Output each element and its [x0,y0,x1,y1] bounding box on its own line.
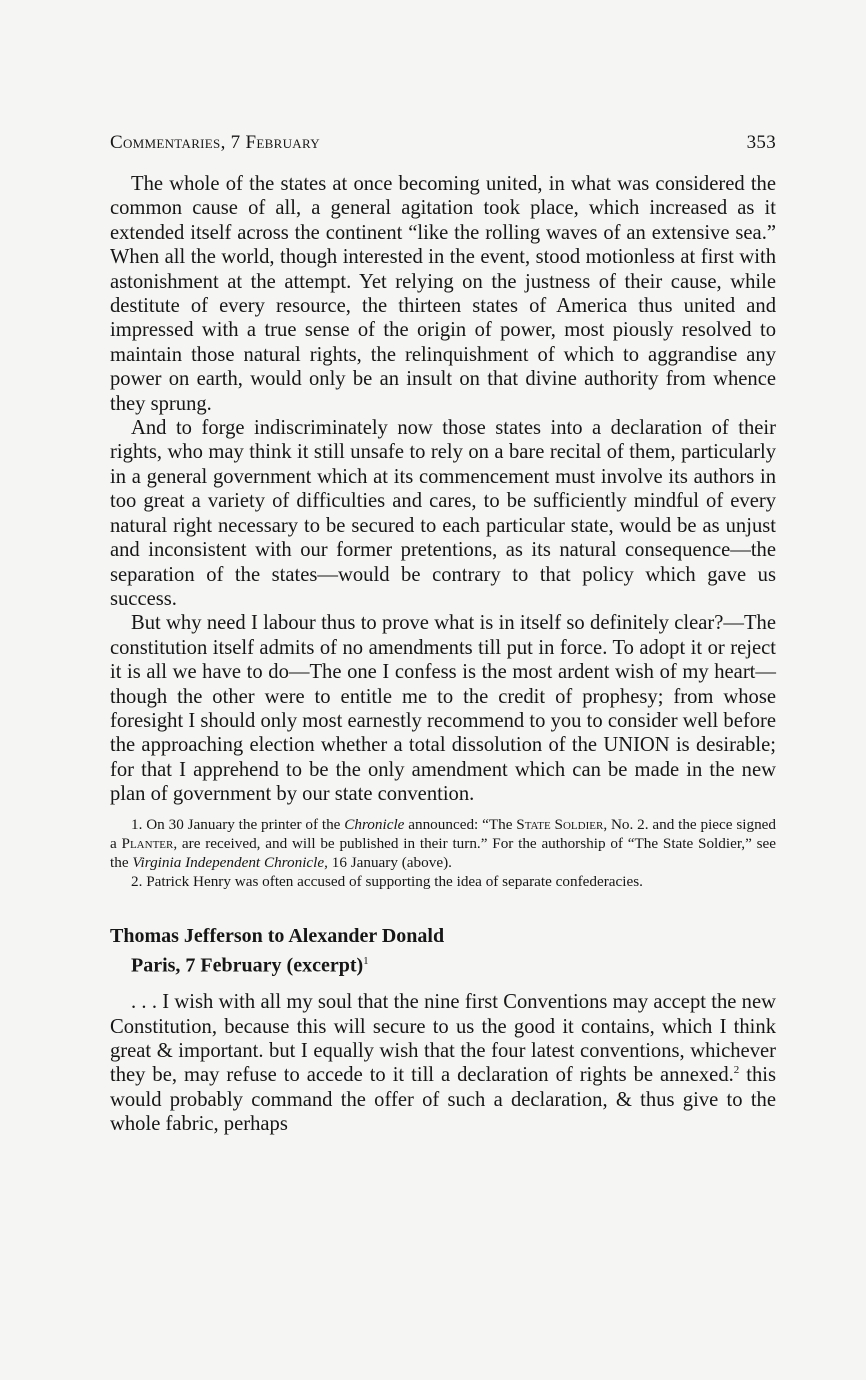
heading-line-2-text: Paris, 7 February (excerpt) [131,954,364,977]
heading-line-2 [110,949,776,979]
footnote-1-planter: Planter [121,834,174,852]
letter-text-a: . . . I wish with all my soul that the nine first Conventions may accept the new Constitution, because this will secure to us the good it contains, which I think great & important. but I equally wish that the four latest conventions, whichever they be, may refuse to accede to it till a declaration of rights be annexed. [110,991,776,1087]
running-head [110,132,776,154]
footnote-1-chronicle: Chronicle [344,815,405,833]
paragraph-2: And to forge indiscriminately now those states into a declaration of their rights, who may think it still unsafe to rely on a bare recital of them, particularly in a general government which at its commencement must involve its authors in too great a variety of difficulties and cares, to be sufficiently mindful of every natural right necessary to be secured to each particular state, would be as unjust and inconsistent with our former pretentions, as its natural consequence—the separation of the states—would be contrary to that policy which gave us success. [110,417,776,610]
footnote-1-state-soldier: State Soldier [516,815,604,833]
paragraph-1: The whole of the states at once becoming united, in what was considered the common cause of all, a general agitation took place, which increased as it extended itself across the continent “like the rolling waves of an extensive sea.” When all the world, though interested in the event, stood motionless at first with astonishment at the attempt. Yet relying on the justness of their cause, while destitute of every resource, the thirteen states of America thus united and impressed with a true sense of the origin of power, most piously resolved to maintain those natural rights, the relinquishment of which to aggrandise any power on earth, would only be an insult on that divine authority from whence they sprung. [110,173,776,415]
body-text [110,172,776,807]
letter-text-b: this would probably command the offer of such a declaration, & thus give to the whole fabric, perhaps [110,1064,776,1136]
heading-footnote-ref: 1 [363,954,369,967]
paragraph-3: But why need I labour thus to prove what is in itself so definitely clear?—The constitution itself admits of no amendments till put in force. To adopt it or reject it is all we have to do—The one I confess is the most ardent wish of my heart—though the other were to entitle me to the credit of prophesy; from whose foresight I should only most earnestly recommend to you to consider well before the approaching election whether a total dissolution of the UNION is desirable; for that I apprehend to be the only amendment which can be made in the new plan of government by our state convention. [110,612,776,806]
letter-paragraph [110,990,776,1136]
footnote-1-text-d: , are received, and will be published in their turn.” For the authorship of “The State Soldier,” see the [110,834,776,871]
heading-line-1: Thomas Jefferson to Alexander Donald [110,924,445,947]
footnote-1-text-a: 1. On 30 January the printer of the [131,815,345,833]
letter-footnote-ref: 2 [733,1064,740,1077]
footnote-1-virginia-chronicle: Virginia Independent Chronicle [132,853,325,871]
document-page [110,132,776,1137]
footnote-1 [110,815,776,872]
footnote-2: 2. Patrick Henry was often accused of supporting the idea of separate confederacies. [131,872,643,890]
footnote-1-text-e: , 16 January (above). [324,853,452,871]
footnote-1-text-c: , No. 2. and the piece signed a [110,815,777,852]
section-heading [110,924,776,979]
letter-excerpt [110,990,776,1136]
running-title: Commentaries, 7 February [110,132,320,153]
page-number: 353 [746,132,776,153]
footnote-1-text-b: announced: “The [404,815,517,833]
footnotes [110,815,776,891]
